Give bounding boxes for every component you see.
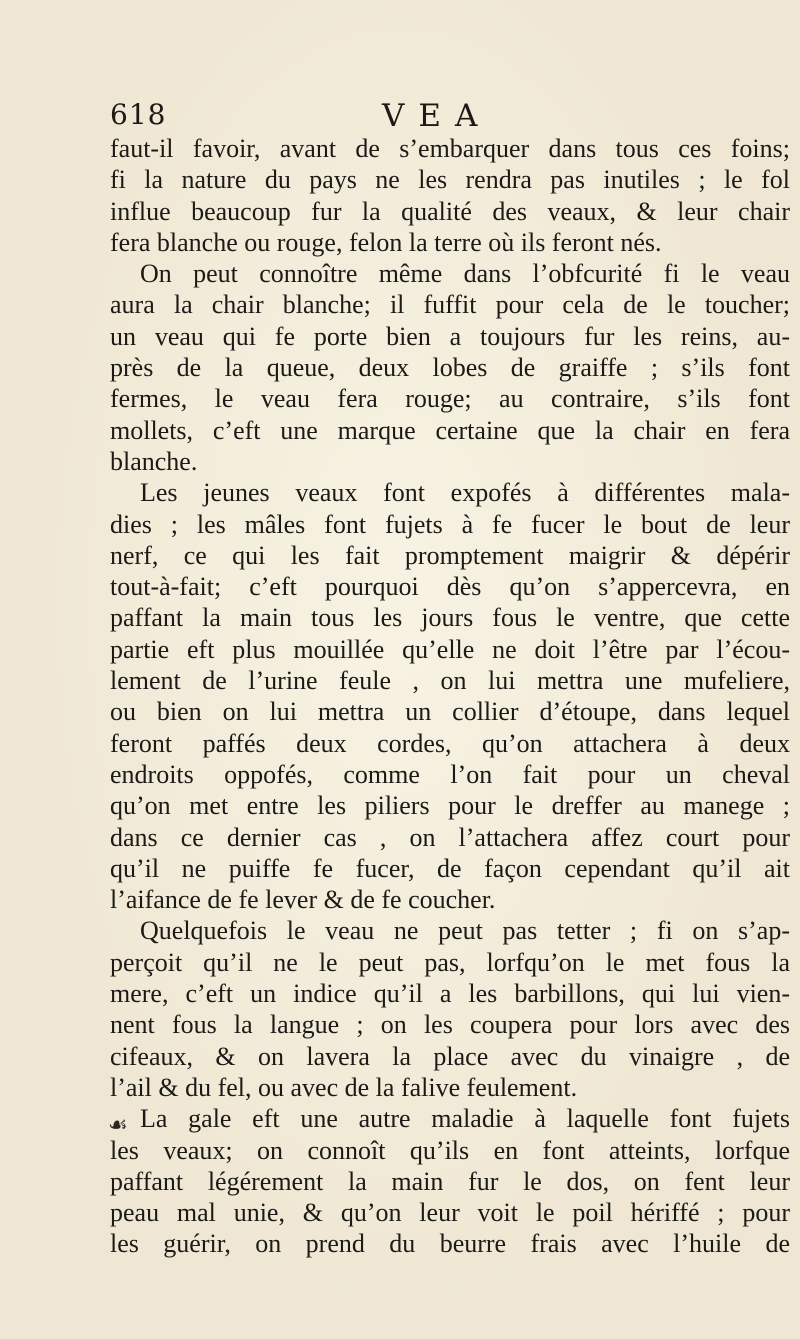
text-line: feront paffés deux cordes, qu’on attachera à deux [110, 728, 790, 758]
page-header [110, 98, 790, 138]
text-line: nerf, ce qui les fait promptement maigrir & dépérir [110, 540, 790, 570]
text-line: cifeaux, & on lavera la place avec du vinaigre , de [110, 1041, 790, 1071]
text-line: ou bien on lui mettra un collier d’étoupe, dans lequel [110, 697, 790, 727]
page-number: 618 [110, 98, 167, 131]
text-line: les veaux; on connoît qu’ils en font atteints, lorfque [110, 1135, 790, 1165]
text-line: dies ; les mâles font fujets à fe fucer le bout de leur [110, 509, 790, 539]
text-line: un veau qui fe porte bien a toujours fur les reins, au- [110, 321, 790, 351]
text-line: nent fous la langue ; on les coupera pour lors avec des [110, 1010, 790, 1040]
text-line: mollets, c’eft une marque certaine que la chair en fera [110, 415, 790, 445]
text-line: perçoit qu’il ne le peut pas, lorfqu’on le met fous la [110, 947, 790, 977]
text-line: mere, c’eft un indice qu’il a les barbillons, qui lui vien- [110, 979, 790, 1009]
text-line: influe beaucoup fur la qualité des veaux, & leur chair [110, 196, 790, 226]
text-line: l’aifance de fe lever & de fe coucher. [110, 885, 496, 915]
text-line: fermes, le veau fera rouge; au contraire, s’ils font [110, 384, 790, 414]
text-line: fera blanche ou rouge, felon la terre où ils feront nés. [110, 227, 662, 257]
text-line: On peut connoître même dans l’obfcurité fi le veau [140, 259, 790, 289]
text-line: qu’il ne puiffe fe fucer, de façon cependant qu’il ait [110, 853, 790, 883]
text-line: tout-à-fait; c’eft pourquoi dès qu’on s’appercevra, en [110, 572, 790, 602]
text-line: dans ce dernier cas , on l’attachera affez court pour [110, 822, 790, 852]
text-line: La gale eft une autre maladie à laquelle font fujets [140, 1104, 790, 1134]
text-line: les guérir, on prend du beurre frais avec l’huile de [110, 1229, 790, 1259]
text-line: partie eft plus mouillée qu’elle ne doit l’être par l’écou- [110, 634, 790, 664]
text-line: paffant légérement la main fur le dos, on fent leur [110, 1166, 790, 1196]
text-line: l’ail & du fel, ou avec de la falive feulement. [110, 1072, 578, 1102]
text-line: près de la queue, deux lobes de graiffe ; s’ils font [110, 353, 790, 383]
text-line: endroits oppofés, comme l’on fait pour un cheval [110, 759, 790, 789]
text-line: aura la chair blanche; il fuffit pour cela de le toucher; [110, 290, 790, 320]
paragraph-mark-icon: ☙ [108, 1113, 128, 1138]
text-line: peau mal unie, & qu’on leur voit le poil hériffé ; pour [110, 1198, 790, 1228]
text-line: faut-il favoir, avant de s’embarquer dans tous ces foins; [110, 134, 790, 163]
text-line: fi la nature du pays ne les rendra pas inutiles ; le fol [110, 165, 790, 195]
running-head: VEA [382, 98, 492, 134]
text-line: paffant la main tous les jours fous le ventre, que cette [110, 603, 790, 633]
text-line: Les jeunes veaux font expofés à différentes mala- [140, 478, 790, 508]
text-line: qu’on met entre les piliers pour le dreffer au manege ; [110, 791, 790, 821]
text-line: blanche. [110, 446, 198, 476]
text-line: Quelquefois le veau ne peut pas tetter ; fi on s’ap- [140, 916, 790, 946]
text-line: lement de l’urine feule , on lui mettra une mufeliere, [110, 666, 790, 696]
body-text [110, 133, 790, 1260]
